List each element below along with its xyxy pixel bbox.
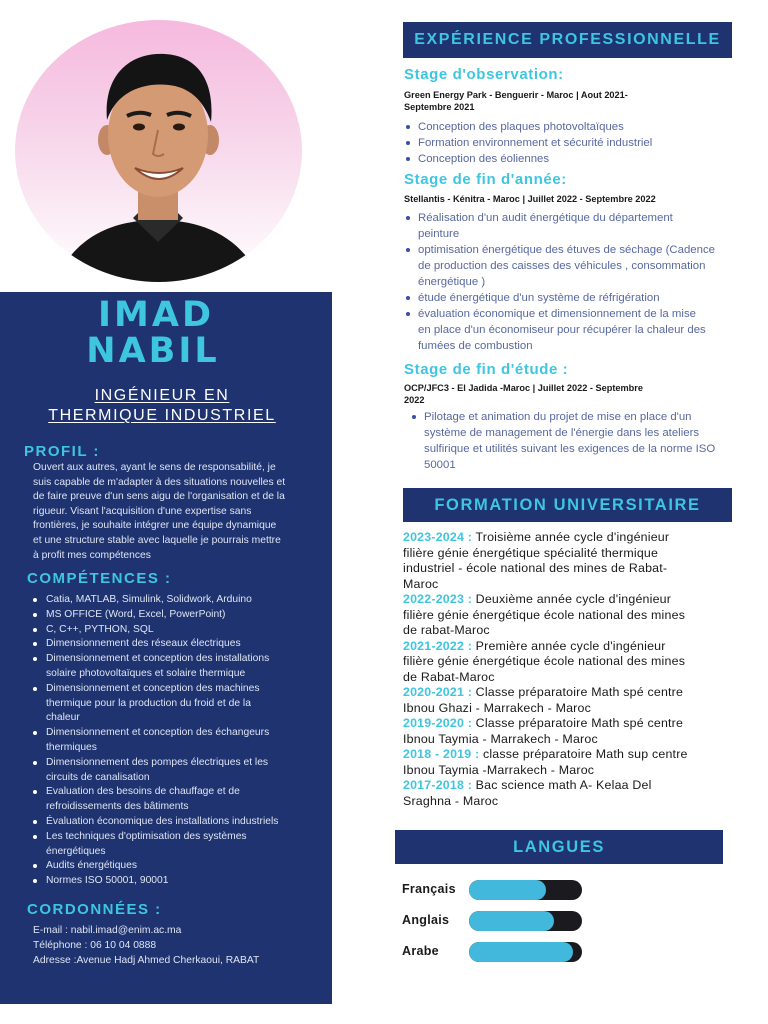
skill-line: chaleur bbox=[46, 712, 80, 724]
skill-line: Dimensionnement des réseaux électriques bbox=[46, 638, 241, 650]
stage-bullet bbox=[404, 306, 734, 354]
stage-bullet-line: système de management de l'énergie dans les ateliers bbox=[424, 427, 700, 439]
formation-line bbox=[403, 778, 733, 794]
stage-bullet-line: 50001 bbox=[424, 459, 456, 471]
skill-line: Audits énergétiques bbox=[46, 860, 138, 872]
contact-heading: CORDONNÉES : bbox=[27, 901, 162, 918]
formation-text: Bac science math A- Kelaa Del bbox=[472, 778, 652, 792]
skill-line: refroidissements des bâtiments bbox=[46, 801, 189, 813]
skill-line: thermiques bbox=[46, 741, 97, 753]
skill-line: solaire photovoltaïques et solaire thermique bbox=[46, 667, 246, 679]
formation-item bbox=[403, 747, 733, 778]
skill-item bbox=[33, 682, 301, 726]
skill-line: MS OFFICE (Word, Excel, PowerPoint) bbox=[46, 608, 226, 620]
stage-company bbox=[404, 383, 724, 407]
formation-line: de Rabat-Maroc bbox=[403, 669, 495, 684]
skill-line: Dimensionnement et conception des installations bbox=[46, 653, 270, 665]
formation-line bbox=[403, 716, 733, 732]
skill-line: Catia, MATLAB, Simulink, Solidwork, Arduino bbox=[46, 594, 252, 605]
formation-item bbox=[403, 778, 733, 809]
language-level-fill bbox=[469, 911, 554, 931]
stage-bullet bbox=[404, 290, 734, 306]
formation-line: Ibnou Taymia -Marrakech - Maroc bbox=[403, 762, 595, 777]
contact-email: E-mail : nabil.imad@enim.ac.ma bbox=[33, 925, 182, 936]
stage-title: Stage de fin d'étude : bbox=[404, 361, 569, 378]
stage-bullet-line: sulfirique et utilités suivant les exigences de la norme ISO bbox=[424, 443, 716, 455]
first-name: IMAD bbox=[98, 295, 214, 335]
formation-line: filière génie énergétique école national des mines bbox=[403, 607, 686, 622]
formation-item bbox=[403, 592, 733, 639]
stage-company bbox=[404, 90, 724, 114]
stage-bullet bbox=[404, 242, 734, 290]
contact-address: Adresse :Avenue Hadj Ahmed Cherkaoui, RABAT bbox=[33, 955, 260, 967]
language-level-bar bbox=[469, 911, 582, 931]
formation-line bbox=[403, 592, 733, 608]
formation-line bbox=[403, 747, 733, 763]
profile-line: Ouvert aux autres, ayant le sens de responsabilité, je bbox=[33, 462, 276, 473]
stage-bullet-line: évaluation économique et dimensionnement de la mise bbox=[418, 308, 696, 320]
profile-line: rigueur. Visant l'acquisition d'une expertise sans bbox=[33, 505, 252, 517]
stage-bullet-line: fumées de combustion bbox=[418, 340, 533, 352]
formation-list bbox=[403, 530, 733, 809]
formation-item bbox=[403, 685, 733, 716]
formation-text: Troisième année cycle d'ingénieur bbox=[472, 530, 670, 544]
formation-line bbox=[403, 639, 733, 655]
formation-text: Classe préparatoire Math spé centre bbox=[472, 685, 684, 699]
stage-company-line: Green Energy Park - Benguerir - Maroc | Aout 2021- bbox=[404, 90, 628, 100]
skills-list bbox=[33, 593, 301, 889]
skill-item bbox=[33, 593, 301, 608]
skill-line: Evaluation des besoins de chauffage et de bbox=[46, 786, 240, 798]
language-name: Anglais bbox=[402, 913, 450, 927]
stage-bullet bbox=[404, 210, 734, 242]
stage-bullet-line: Réalisation d'un audit énergétique du département bbox=[418, 212, 673, 224]
stage-bullet bbox=[404, 119, 724, 135]
language-level-bar bbox=[469, 880, 582, 900]
language-level-fill bbox=[469, 880, 546, 900]
profile-line: frontières, je souhaite intégrer une équipe dynamique bbox=[33, 520, 277, 532]
profile-line: de faire preuve d'un sens aigu de l'organisation et de la bbox=[33, 491, 285, 503]
formation-year: 2020-2021 : bbox=[403, 685, 473, 699]
formation-year: 2022-2023 : bbox=[403, 592, 473, 606]
formation-line: de rabat-Maroc bbox=[403, 623, 490, 637]
stage-bullets bbox=[404, 119, 724, 167]
language-name: Français bbox=[402, 882, 456, 896]
formation-item bbox=[403, 639, 733, 686]
formation-line: Ibnou Ghazi - Marrakech - Maroc bbox=[403, 700, 591, 715]
formation-item bbox=[403, 716, 733, 747]
stage-company-line: OCP/JFC3 - El Jadida -Maroc | Juillet 2022 - Septembre bbox=[404, 383, 643, 393]
experience-heading: EXPÉRIENCE PROFESSIONNELLE bbox=[403, 22, 732, 58]
formation-year: 2021-2022 : bbox=[403, 638, 473, 653]
profile-text bbox=[33, 461, 311, 563]
skill-line: thermique pour la production du froid et de la bbox=[46, 697, 251, 709]
formation-text: classe préparatoire Math sup centre bbox=[479, 747, 688, 761]
formation-line: Ibnou Taymia - Marrakech - Maroc bbox=[403, 731, 598, 746]
stage-title: Stage de fin d'année: bbox=[404, 171, 567, 188]
profile-line: à profit mes compétences bbox=[33, 549, 151, 561]
formation-text: Première année cycle d'ingénieur bbox=[472, 638, 666, 653]
skill-item bbox=[33, 623, 301, 638]
stage-company-line: Septembre 2021 bbox=[404, 101, 475, 112]
last-name: NABIL bbox=[86, 331, 220, 371]
skill-line: C, C++, PYTHON, SQL bbox=[46, 623, 154, 635]
stage-bullet bbox=[404, 135, 724, 151]
skill-line: Les techniques d'optimisation des systèmes bbox=[46, 830, 247, 842]
skill-line: Normes ISO 50001, 90001 bbox=[46, 875, 169, 887]
formation-line bbox=[403, 685, 733, 701]
skill-item bbox=[33, 652, 301, 682]
language-level-bar bbox=[469, 942, 582, 962]
formation-year: 2018 - 2019 : bbox=[403, 747, 480, 761]
stage-title: Stage d'observation: bbox=[404, 66, 564, 83]
skill-item bbox=[33, 608, 301, 623]
formation-heading: FORMATION UNIVERSITAIRE bbox=[403, 488, 732, 522]
stage-bullet-line: Pilotage et animation du projet de mise en place d'un bbox=[424, 411, 692, 423]
skill-item bbox=[33, 726, 301, 756]
stage-bullets bbox=[410, 409, 735, 473]
formation-line: Sraghna - Maroc bbox=[403, 793, 499, 808]
skill-line: Dimensionnement et conception des échangeurs bbox=[46, 727, 270, 739]
language-name: Arabe bbox=[402, 944, 439, 958]
stage-bullet-line: peinture bbox=[418, 228, 460, 240]
stage-bullet-line: étude énergétique d'un système de réfrigération bbox=[418, 292, 660, 304]
skill-line: Dimensionnement des pompes électriques et les bbox=[46, 756, 269, 768]
formation-text: Deuxième année cycle d'ingénieur bbox=[472, 592, 672, 606]
formation-line bbox=[403, 530, 733, 546]
languages-heading: LANGUES bbox=[395, 830, 723, 864]
stage-bullet bbox=[404, 151, 724, 167]
stage-bullet-line: Formation environnement et sécurité industriel bbox=[418, 137, 653, 149]
skill-line: circuits de canalisation bbox=[46, 771, 150, 783]
stage-bullet-line: Conception des éoliennes bbox=[418, 153, 550, 165]
skills-heading: COMPÉTENCES : bbox=[27, 570, 172, 587]
formation-year: 2019-2020 : bbox=[403, 716, 473, 730]
skill-item bbox=[33, 874, 301, 889]
stage-bullet-line: optimisation énergétique des étuves de séchage (Cadence bbox=[418, 244, 715, 256]
formation-text: Classe préparatoire Math spé centre bbox=[472, 716, 684, 730]
job-title bbox=[20, 386, 304, 426]
skill-item bbox=[33, 756, 301, 786]
skill-line: Évaluation économique des installations industriels bbox=[46, 815, 279, 827]
profile-line: suis capable de m'adapter à des situations nouvelles et bbox=[33, 476, 286, 488]
job-title-line: INGÉNIEUR EN bbox=[94, 387, 230, 404]
formation-line: industriel - école national des mines de Rabat- bbox=[403, 561, 668, 575]
formation-year: 2023-2024 : bbox=[403, 530, 473, 544]
profile-line: et une structure stable avec laquelle je pourrais mettre bbox=[33, 534, 281, 546]
skill-item bbox=[33, 859, 301, 874]
skill-line: Dimensionnement et conception des machines bbox=[46, 682, 260, 694]
language-level-fill bbox=[469, 942, 573, 962]
skill-item bbox=[33, 815, 301, 830]
profile-heading: PROFIL : bbox=[24, 443, 100, 460]
skill-item bbox=[33, 637, 301, 652]
stage-bullets bbox=[404, 210, 734, 354]
profile-photo bbox=[15, 20, 302, 282]
stage-company bbox=[404, 194, 724, 206]
stage-company-line: Stellantis - Kénitra - Maroc | Juillet 2022 - Septembre 2022 bbox=[404, 194, 656, 204]
stage-bullet bbox=[410, 409, 735, 473]
skill-line: énergétiques bbox=[46, 845, 106, 857]
contact-phone: Téléphone : 06 10 04 0888 bbox=[33, 940, 157, 952]
formation-line: Maroc bbox=[403, 576, 439, 591]
formation-line: filière génie énergétique école national des mines bbox=[403, 654, 686, 668]
stage-bullet-line: énergétique ) bbox=[418, 276, 486, 288]
skill-item bbox=[33, 830, 301, 860]
job-title-line: THERMIQUE INDUSTRIEL bbox=[48, 407, 276, 424]
stage-bullet-line: en place d'un économiseur pour récupérer la chaleur des bbox=[418, 324, 706, 336]
formation-line: filière génie énergétique spécialité thermique bbox=[403, 545, 659, 560]
formation-item bbox=[403, 530, 733, 592]
stage-company-line: 2022 bbox=[404, 394, 425, 405]
stage-bullet-line: de production des caisses des véhicules , consommation bbox=[418, 260, 706, 272]
portrait-illustration bbox=[15, 20, 302, 282]
stage-bullet-line: Conception des plaques photovoltaïques bbox=[418, 121, 624, 133]
formation-year: 2017-2018 : bbox=[403, 778, 473, 792]
contact-info bbox=[33, 923, 323, 969]
skill-item bbox=[33, 785, 301, 815]
